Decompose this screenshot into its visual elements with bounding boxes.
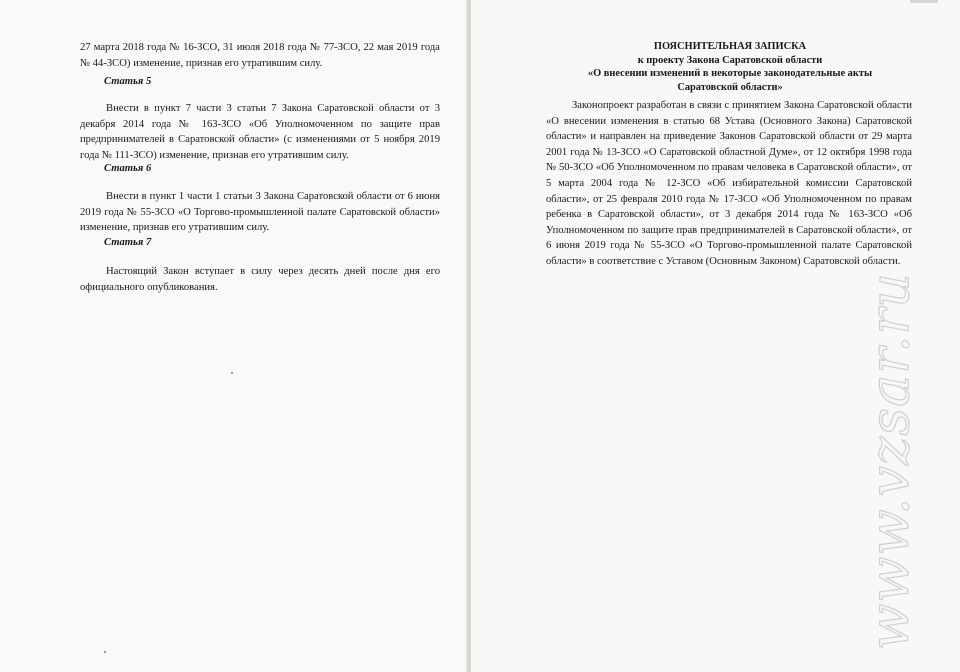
article-7-heading: Статья 7 [104, 237, 152, 248]
scan-speck [231, 372, 233, 374]
title-line-1: ПОЯСНИТЕЛЬНАЯ ЗАПИСКА [653, 41, 807, 52]
scan-speck [104, 651, 106, 653]
article-6-heading: Статья 6 [104, 163, 152, 174]
explanatory-note-body: Законопроект разработан в связи с принятием Закона Саратовской области «О внесении изменения в статью 68 Устава (Основного Закона) Саратовской области» и направлен на приведение Законов Саратовской области от 29 марта 2001 года № 13-ЗСО «О Саратовской областной Думе», от 12 октября 1998 года № 50-ЗСО «Об Уполномоченном по правам человека в Саратовской области», от 5 марта 2004 года № 12-ЗСО «Об избирательной комиссии Саратовской области», от 25 февраля 2010 года № 17-ЗСО «Об Уполномоченном по правам ребенка в Саратовской области», от 3 декабря 2014 года № 163-ЗСО «Об Уполномоченном по защите прав предпринимателей в Саратовской области», от 6 июня 2019 года № 55-ЗСО «О Торгово-промышленной палате Саратовской области» в соответствие с Уставом (Основным Законом) Саратовской области. [546, 100, 912, 267]
site-watermark: www.vzsar.ru [858, 272, 921, 650]
article-5-heading: Статья 5 [104, 76, 152, 87]
title-line-2: к проекту Закона Саратовской области [637, 54, 823, 66]
title-line-4: Саратовской области» [677, 81, 783, 93]
article-6-text: Внести в пункт 1 части 1 статьи 3 Закона Саратовской области от 6 июня 2019 года № 55-ЗСО «О Торгово-промышленной палате Саратовской области» изменение, признав его утратившим силу. [80, 191, 440, 234]
left-intro-paragraph: 27 марта 2018 года № 16-ЗСО, 31 июля 2018 года № 77-ЗСО, 22 мая 2019 года № 44-ЗСО) изменение, признав его утратившим силу. [80, 42, 440, 69]
title-line-3: «О внесении изменений в некоторые законодательные акты [587, 68, 873, 80]
scan-corner-mark [910, 0, 938, 3]
explanatory-note-title [540, 40, 920, 94]
article-7-text: Настоящий Закон вступает в силу через десять дней после дня его официального опубликования. [80, 266, 440, 293]
article-5-text: Внести в пункт 7 части 3 статьи 7 Закона Саратовской области от 3 декабря 2014 года № 163-ЗСО «Об Уполномоченном по защите прав предпринимателей в Саратовской области» (с изменениями от 5 ноября 2019 года № 111-ЗСО) изменение, признав его утратившим силу. [80, 103, 440, 161]
